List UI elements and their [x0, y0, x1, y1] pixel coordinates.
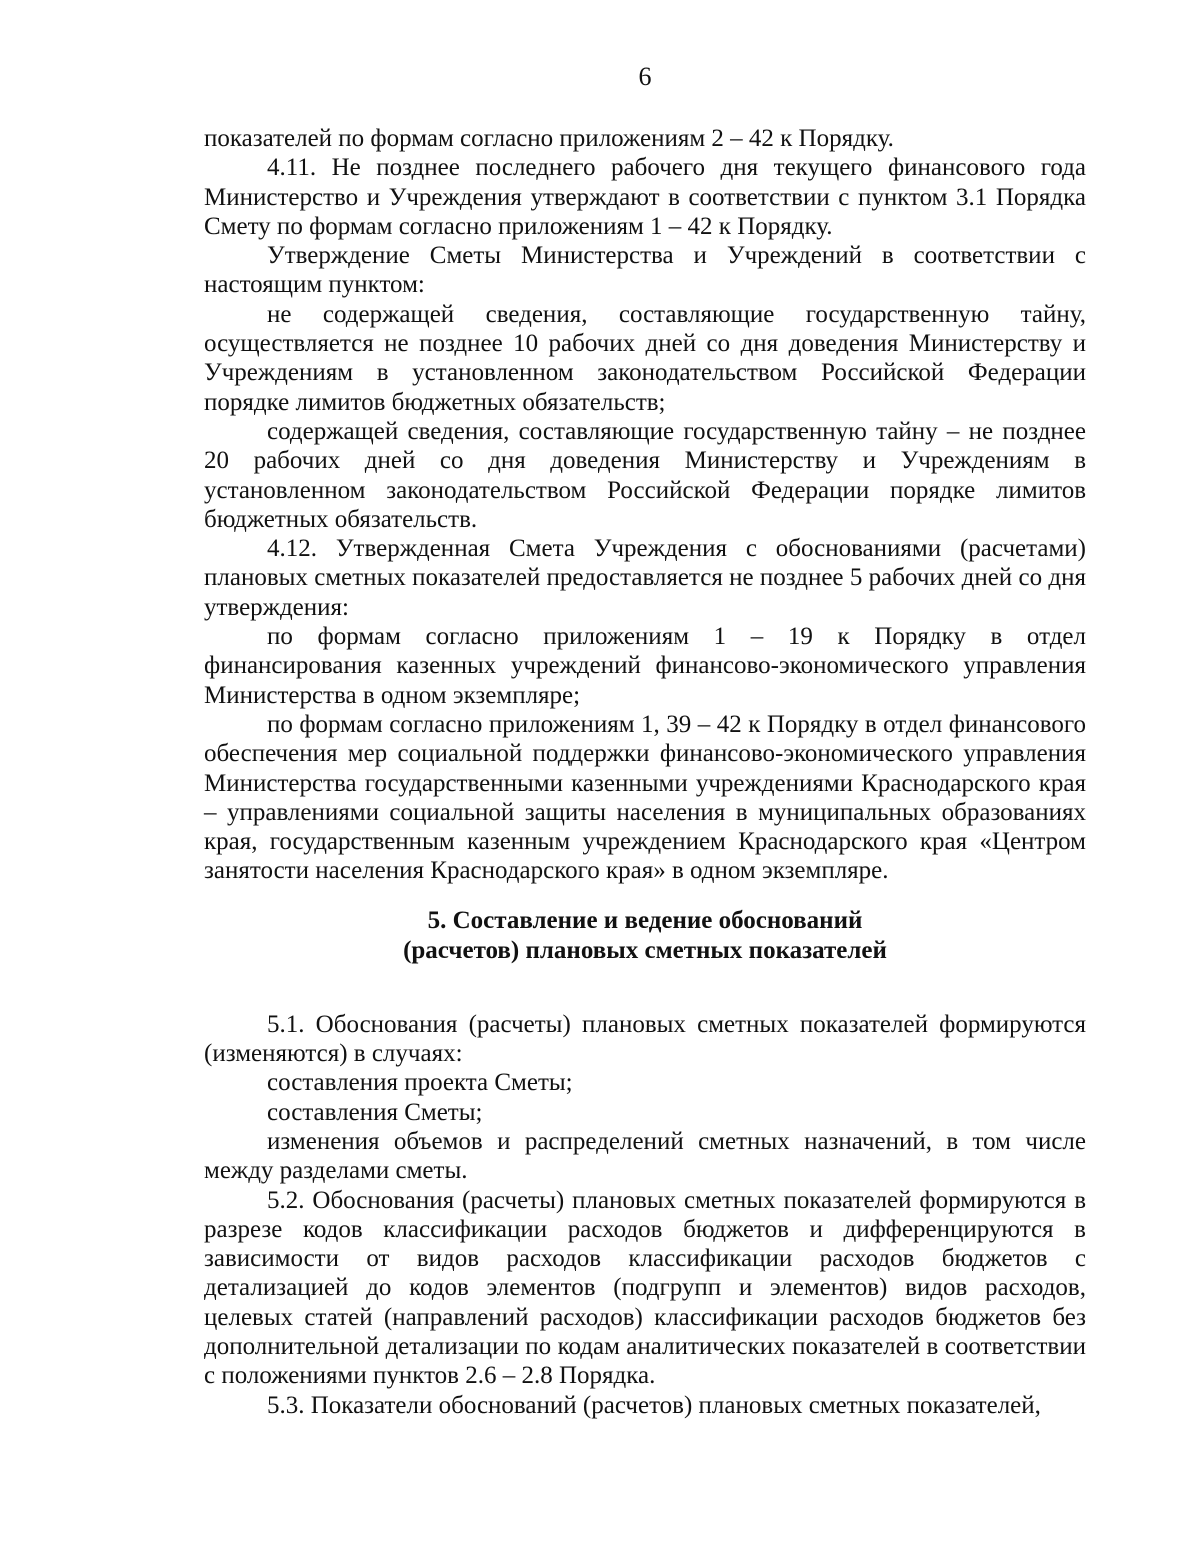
paragraph-5-1: 5.1. Обоснования (расчеты) плановых сметных показателей формируются (изменяются) в случаях: — [204, 1010, 1086, 1068]
paragraph-5-3: 5.3. Показатели обоснований (расчетов) плановых сметных показателей, — [267, 1391, 1041, 1419]
document-page — [204, 62, 1086, 1420]
page-number: 6 — [638, 62, 652, 91]
paragraph-4-11: 4.11. Не позднее последнего рабочего дня текущего финансового года Министерство и Учреждения утверждают в соответствии с пунктом 3.1 Порядка Смету по формам согласно приложениям 1 – 42 к Порядку. — [204, 154, 1086, 240]
document-body — [204, 124, 1086, 1420]
list-item-project-estimate: составления проекта Сметы; — [267, 1069, 573, 1097]
list-item-changes: изменения объемов и распределений сметных назначений, в том числе между разделами сметы. — [204, 1127, 1086, 1185]
paragraph-forms-1-19: по формам согласно приложениям 1 – 19 к Порядку в отдел финансирования казенных учреждений финансово-экономического управления Министерства в одном экземпляре; — [204, 623, 1086, 709]
paragraph-4-12: 4.12. Утвержденная Смета Учреждения с обоснованиями (расчетами) плановых сметных показателей предоставляется не позднее 5 рабочих дней со дня утверждения: — [204, 535, 1086, 621]
paragraph-5-2: 5.2. Обоснования (расчеты) плановых сметных показателей формируются в разрезе кодов классификации расходов бюджетов и дифференцируются в зависимости от видов расходов классификации расходов бюджетов с детализацией до кодов элементов (подгрупп и элементов) видов расходов, целевых статей (направлений расходов) классификации расходов бюджетов без дополнительной детализации по кодам аналитических показателей в соответствии с положениями пунктов 2.6 – 2.8 Порядка. — [204, 1186, 1086, 1390]
section-heading-line-2: (расчетов) плановых сметных показателей — [403, 936, 887, 964]
paragraph-non-secret: не содержащей сведения, составляющие государственную тайну, осуществляется не позднее 10 рабочих дней со дня доведения Министерству и Учреждениям в установленном законодательством Российской Федерации порядке лимитов бюджетных обязательств; — [204, 300, 1086, 416]
paragraph-continuation: показателей по формам согласно приложениям 2 – 42 к Порядку. — [204, 125, 894, 152]
paragraph-secret: содержащей сведения, составляющие государственную тайну – не позднее 20 рабочих дней со дня доведения Министерству и Учреждениям в установленном законодательством Российской Федерации порядке лимитов бюджетных обязательств. — [204, 417, 1086, 533]
list-item-estimate: составления Сметы; — [267, 1098, 483, 1126]
paragraph-forms-39-42: по формам согласно приложениям 1, 39 – 42 к Порядку в отдел финансового обеспечения мер социальной поддержки финансово-экономического управления Министерства государственными казенными учреждениями Краснодарского края – управлениями социальной защиты населения в муниципальных образованиях края, государственным казенным учреждением Краснодарского края «Центром занятости населения Краснодарского края» в одном экземпляре. — [204, 710, 1086, 885]
section-heading — [204, 906, 1086, 966]
section-heading-line-1: 5. Составление и ведение обоснований — [427, 906, 863, 934]
paragraph-approval-intro: Утверждение Сметы Министерства и Учреждений в соответствии с настоящим пунктом: — [204, 242, 1086, 299]
